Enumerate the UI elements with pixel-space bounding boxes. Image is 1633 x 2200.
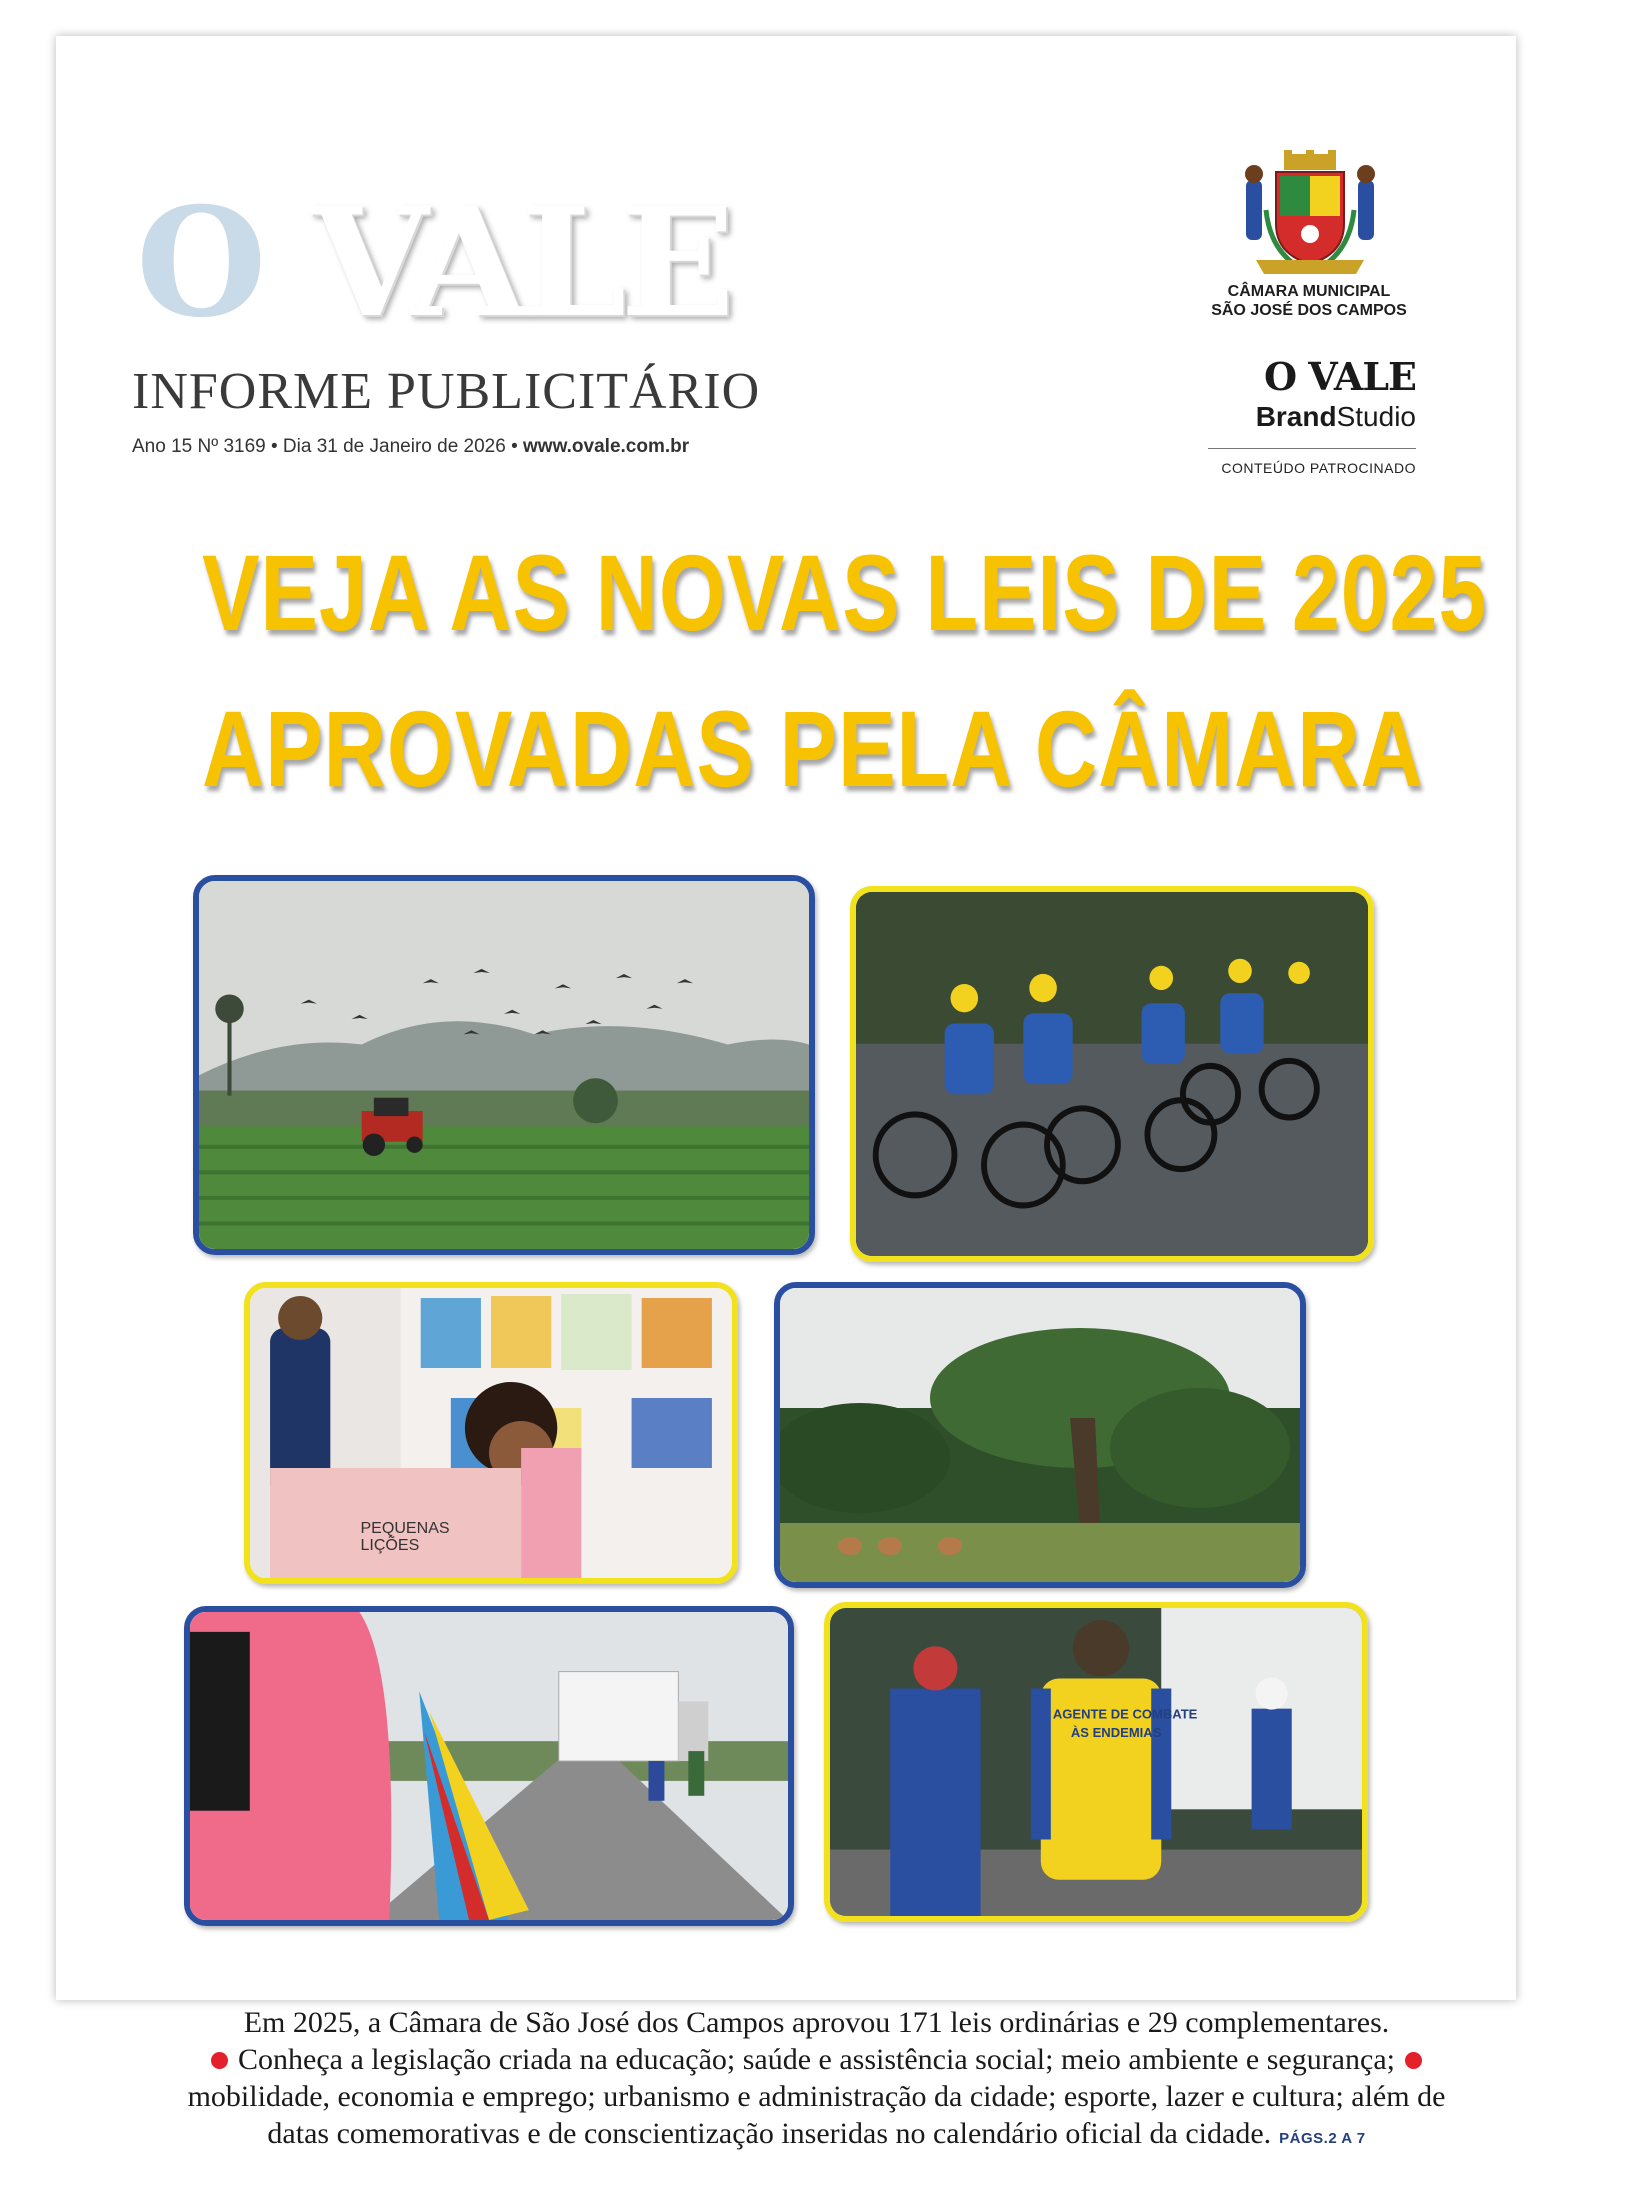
bullet-dot-icon <box>211 2052 228 2069</box>
photo-cyclists <box>850 886 1374 1262</box>
summary-line4-wrap <box>40 2115 1593 2157</box>
photo-children-reading <box>244 1282 738 1584</box>
vest-text-1: AGENTE DE COMBATE <box>1052 1706 1198 1722</box>
pages-reference[interactable]: PÁGS.2 A 7 <box>1279 2130 1366 2147</box>
book-title-2: LIÇÕES <box>360 1536 420 1554</box>
section-title: INFORME PUBLICITÁRIO <box>132 363 761 420</box>
summary-line4: datas comemorativas e de conscientização inseridas no calendário oficial da cidade. <box>267 2117 1272 2150</box>
photo-large-tree <box>774 1282 1306 1588</box>
sponsor-name <box>1178 282 1440 320</box>
book-title-1: PEQUENAS <box>360 1519 450 1537</box>
brandstudio-divider <box>1208 448 1416 449</box>
headline-line1: VEJA AS NOVAS LEIS DE 2025 <box>202 532 1488 653</box>
bullet-dot-icon <box>1405 2052 1422 2069</box>
sponsor-name-line1: CÂMARA MUNICIPAL <box>1227 283 1391 300</box>
vest-text-2: ÀS ENDEMIAS <box>1070 1724 1162 1740</box>
headline-line2: APROVADAS PELA CÂMARA <box>202 688 1424 809</box>
brandstudio-logo: O VALE <box>1263 354 1416 399</box>
brandstudio-wordmark <box>1206 400 1416 434</box>
edition-info: Ano 15 Nº 3169 • Dia 31 de Janeiro de 2026 • <box>132 436 524 457</box>
brandstudio-brand: Brand <box>1255 401 1337 432</box>
photo-endemic-agents <box>824 1602 1368 1922</box>
brandstudio-studio: Studio <box>1336 401 1416 432</box>
summary-line1: Em 2025, a Câmara de São José dos Campos aprovou 171 leis ordinárias e 29 complementares. <box>243 2006 1390 2039</box>
sponsored-label: CONTEÚDO PATROCINADO <box>1221 460 1416 476</box>
photo-farm-field <box>193 875 815 1255</box>
summary-text <box>40 2004 1593 2157</box>
masthead-o: O <box>136 175 263 351</box>
masthead-vale: VALE <box>312 175 729 351</box>
coat-of-arms-icon <box>1240 150 1380 280</box>
photo-pilgrims-highway <box>184 1606 794 1926</box>
summary-line3: mobilidade, economia e emprego; urbanismo e administração da cidade; esporte, lazer e cultura; além de <box>187 2080 1446 2113</box>
website-link[interactable]: www.ovale.com.br <box>523 436 690 457</box>
summary-line2-wrap <box>40 2041 1593 2078</box>
edition-line <box>132 436 689 458</box>
summary-line2: Conheça a legislação criada na educação; saúde e assistência social; meio ambiente e segurança; <box>238 2043 1395 2076</box>
sponsor-name-line2: SÃO JOSÉ DOS CAMPOS <box>1211 302 1407 319</box>
